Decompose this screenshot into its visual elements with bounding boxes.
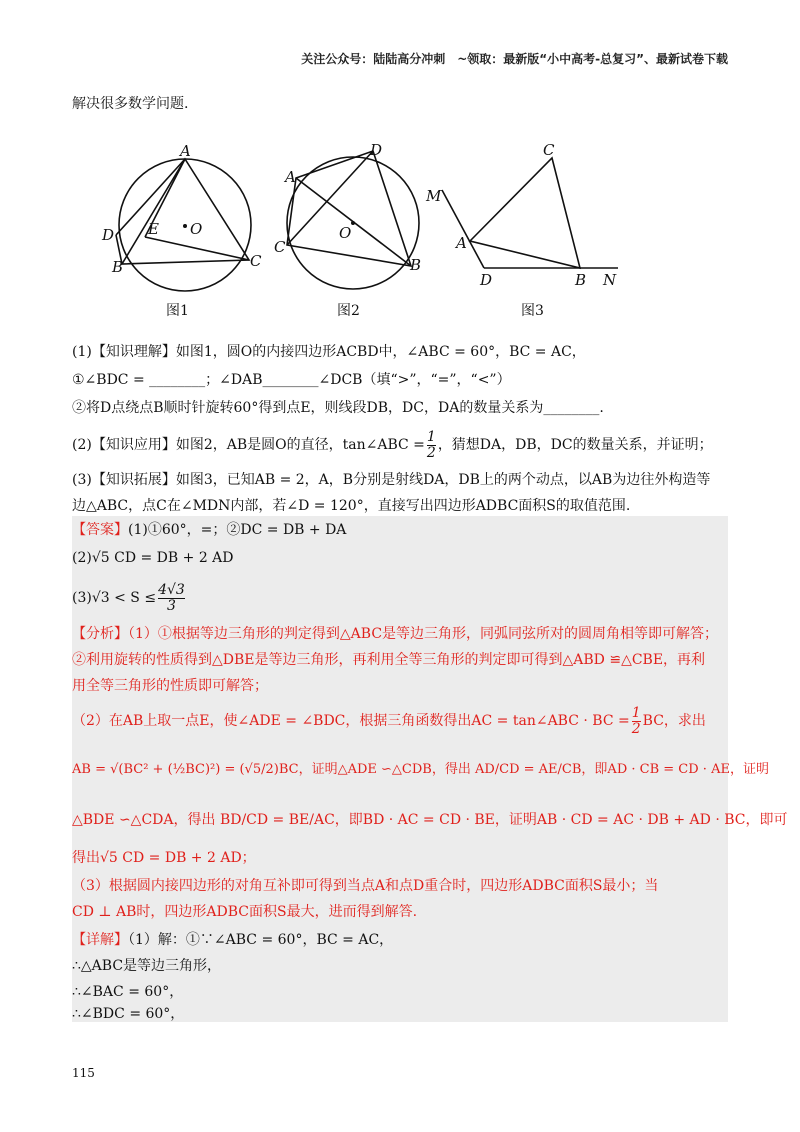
fig3-label: B [575,271,587,289]
intro-text: 解决很多数学问题. [72,96,189,112]
fraction-denominator: 3 [166,597,176,614]
fig3-label: D [480,271,493,289]
analysis-label: 【分析】 [72,626,128,642]
question-1: (1)【知识理解】如图1，圆O的内接四边形ACBD中，∠ABC = 60°，BC = AC， [72,344,586,360]
analysis-4b: BC，求出 [642,713,706,729]
question-1b: ②将D点绕点B顺时针旋转60°得到点E，则线段DB，DC，DA的数量关系为________. [72,400,604,416]
detail-1: （1）解：①∵∠ABC = 60°，BC = AC， [128,932,394,948]
fraction-denominator: 2 [631,720,641,737]
fig1-label: E [148,220,159,238]
question-1a: ①∠BDC = ________；∠DAB________∠DCB（填“>”，“=”，“<”） [72,372,511,388]
analysis-7: 得出√5 CD = DB + 2 AD； [72,850,256,866]
fig3-label: N [603,271,617,289]
question-3a: (3)【知识拓展】如图3，已知AB = 2，A，B分别是射线DA，DB上的两个动点，以AB为边往外构造等 [72,472,711,488]
figure-2 [287,151,422,289]
figure-3 [442,158,618,268]
page-number: 115 [72,1066,95,1080]
question-3b: 边△ABC，点C在∠MDN内部，若∠D = 120°，直接写出四边形ADBC面积S的取值范围. [72,498,631,514]
detail-line-1 [72,930,393,950]
fig3-label: M [426,187,442,205]
analysis-line-4 [72,704,706,738]
fig1-label: B [112,258,124,276]
fraction [632,706,641,737]
answer-label: 【答案】 [72,522,128,538]
fig2-label: D [370,141,383,159]
fraction-numerator: 1 [631,704,641,721]
analysis-8: （3）根据圆内接四边形的对角互补即可得到当点A和点D重合时，四边形ADBC面积S最小；当 [72,878,659,894]
detail-label: 【详解】 [72,932,128,948]
analysis-6: △BDE ∽△CDA，得出 BD/CD = BE/AC，即BD · AC = CD · BE，证明AB · CD = AC · DB + AD · BC，即可 [72,812,788,828]
analysis-9: CD ⊥ AB时，四边形ADBC面积S最大，进而得到解答. [72,904,418,920]
fig1-label: O [190,220,203,238]
fig2-label: O [339,224,352,242]
fraction-numerator: 4√3 [158,581,185,598]
detail-3: ∴∠BAC = 60°， [72,984,184,1000]
detail-4: ∴∠BDC = 60°， [72,1006,185,1022]
figure-caption: 图2 [337,303,360,319]
answer-1: (1)①60°，=；②DC = DB + DA [128,522,347,538]
analysis-2: ②利用旋转的性质得到△DBE是等边三角形，再利用全等三角形的判定即可得到△ABD ≌△CBE，再利 [72,652,706,668]
answer-line-3 [72,578,187,618]
fig2-label: C [274,238,286,256]
fraction [158,583,185,614]
analysis-4: （2）在AB上取一点E，使∠ADE = ∠BDC，根据三角函数得出AC = tan∠ABC · BC = [72,713,630,729]
fraction [427,430,436,461]
figure-caption: 图3 [521,303,544,319]
analysis-5: AB = √(BC² + (½BC)²) = (√5/2)BC，证明△ADE ∽△CDB，得出 AD/CD = AE/CB，即AD · CB = CD · AE，证明 [72,762,769,777]
fig1-label: D [102,226,115,244]
fig1-label: C [250,252,262,270]
figure-caption: 图1 [166,303,189,319]
fig3-label: C [543,141,555,159]
answer-2: (2)√5 CD = DB + 2 AD [72,550,234,566]
detail-2: ∴△ABC是等边三角形， [72,958,222,974]
question-2-text-b: ，猜想DA，DB，DC的数量关系，并证明； [437,437,713,453]
answer-3: (3)√3 < S ≤ [72,590,157,606]
page-header: 关注公众号：陆陆高分冲刺 ~领取：最新版“小中高考-总复习”、最新试卷下载 [301,52,728,66]
question-2-text: (2)【知识应用】如图2，AB是圆O的直径，tan∠ABC = [72,437,425,453]
fraction-denominator: 2 [426,444,436,461]
fig2-label: B [410,256,422,274]
fig1-label: A [180,142,191,160]
answer-line-1 [72,520,346,540]
analysis-1: （1）①根据等边三角形的判定得到△ABC是等边三角形，同弧同弦所对的圆周角相等即可解答； [128,626,719,642]
analysis-3: 用全等三角形的性质即可解答； [72,678,268,694]
fraction-numerator: 1 [426,428,436,445]
question-2 [72,428,713,462]
fig3-label: A [456,234,467,252]
fig2-label: A [285,168,296,186]
analysis-line-1 [72,624,718,644]
